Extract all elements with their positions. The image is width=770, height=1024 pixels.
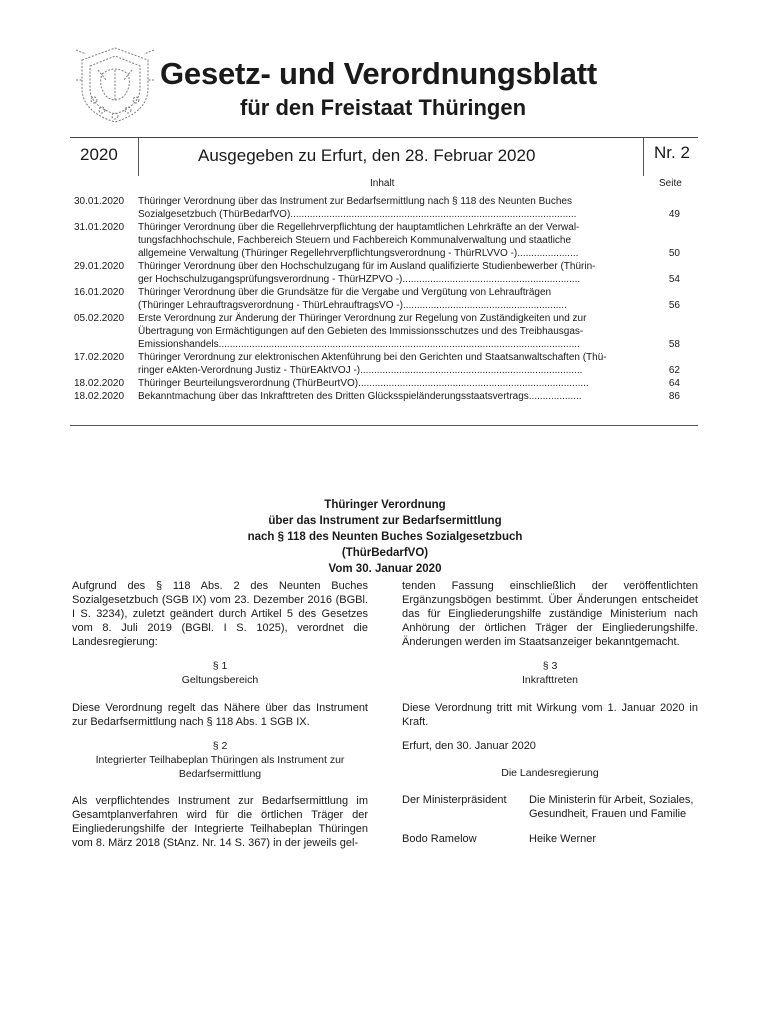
toc-entry-line: Sozialgesetzbuch (ThürBedarfVO)....................................................................................................... — [138, 209, 577, 220]
toc-entry[interactable] — [70, 390, 698, 403]
signature-block — [402, 739, 698, 780]
toc-entry-date: 31.01.2020 — [74, 222, 125, 233]
section-text: Diese Verordnung tritt mit Wirkung vom 1. Januar 2020 in Kraft. — [402, 702, 698, 728]
publication-title: Gesetz- und Verordnungsblatt — [160, 56, 598, 91]
section-number: § 2 — [212, 740, 228, 752]
toc-entry[interactable] — [70, 377, 698, 390]
signatory-office-line: Gesundheit, Frauen und Familie — [529, 808, 687, 820]
toc-entry-page: 54 — [668, 274, 680, 285]
ordinance-title-line: über das Instrument zur Bedarfsermittlung — [268, 515, 502, 527]
toc-entry-date: 30.01.2020 — [74, 196, 125, 207]
ordinance-title-line: (ThürBedarfVO) — [341, 547, 429, 559]
toc-entry-line: Thüringer Verordnung über den Hochschulzugang für im Ausland qualifizierte Studienbewerber (Thürin- — [138, 261, 596, 272]
toc-entry-line: Erste Verordnung zur Änderung der Thüringer Verordnung zur Regelung von Zuständigkeiten und zur — [138, 313, 587, 324]
toc-entry-date: 05.02.2020 — [74, 313, 125, 324]
signatory-name: Bodo Ramelow — [402, 833, 477, 845]
toc-entry[interactable] — [70, 286, 698, 312]
toc-entry-line: (Thüringer Lehrauftragsverordnung - ThürLehrauftragsVO -)........................................................... — [138, 300, 567, 311]
issue-year: 2020 — [80, 145, 118, 164]
toc-entry[interactable] — [70, 260, 698, 286]
section-divider — [70, 425, 698, 426]
toc-entry-line: Thüringer Verordnung über das Instrument zur Bedarfsermittlung nach § 118 des Neunten Buches — [138, 196, 572, 207]
government-label: Die Landesregierung — [501, 767, 599, 779]
section-2 — [72, 739, 368, 850]
toc-entry-date: 18.02.2020 — [74, 391, 125, 402]
preamble-text: Aufgrund des § 118 Abs. 2 des Neunten Buches Sozialgesetzbuch (SGB IX) vom 23. Dezember 2016 (BGBl. I S. 3234), zuletzt geändert durch Artikel 5 des Gesetzes vom 8. Juli 2019 (BGBl. I S. 1025), verordnet die Landesregierung: — [72, 580, 368, 648]
toc-entry-page: 86 — [668, 391, 680, 402]
toc-entry-page: 62 — [668, 365, 680, 376]
toc-heading: Inhalt — [370, 178, 395, 189]
toc-entry-date: 16.01.2020 — [74, 287, 125, 298]
toc-entry-line: Emissionshandels.................................................................................................................................. — [138, 339, 580, 350]
preamble — [72, 579, 368, 649]
section-1 — [72, 659, 368, 729]
section-title: Bedarfsermittlung — [178, 768, 262, 780]
section-title: Geltungsbereich — [181, 674, 259, 686]
signatory-name: Heike Werner — [529, 833, 597, 845]
signatory-office — [529, 793, 693, 821]
toc-entry-line: Bekanntmachung über das Inkrafttreten des Dritten Glücksspieländerungsstaatsvertrags................... — [138, 391, 582, 402]
place-date: Erfurt, den 30. Januar 2020 — [402, 740, 536, 752]
ordinance-title-line: Thüringer Verordnung — [324, 499, 446, 511]
toc-entry-page: 58 — [668, 339, 680, 350]
toc-entry-line: tungsfachhochschule, Fachbereich Steuern und Fachbereich Kommunalverwaltung und staatliche — [138, 235, 572, 246]
toc-entry-date: 18.02.2020 — [74, 378, 125, 389]
toc-entry-page: 49 — [668, 209, 680, 220]
toc-entry-page: 50 — [668, 248, 680, 259]
toc-entry-date: 29.01.2020 — [74, 261, 125, 272]
toc-entry-line: Übertragung von Ermächtigungen auf den Gebieten des Immissionsschutzes und des Treibhausgas- — [138, 326, 584, 337]
section-text: Diese Verordnung regelt das Nähere über das Instrument zur Bedarfsermittlung nach § 118 Abs. 1 SGB IX. — [72, 702, 368, 728]
section-number: § 3 — [542, 660, 558, 672]
toc-entry-date: 17.02.2020 — [74, 352, 125, 363]
signatory-office-line: Die Ministerin für Arbeit, Soziales, — [529, 794, 694, 806]
toc-entry-line: Thüringer Verordnung zur elektronischen Aktenführung bei den Gerichten und Staatsanwaltschaften (Thü- — [138, 352, 607, 363]
toc-entry[interactable] — [70, 221, 698, 260]
coat-of-arms-icon — [72, 40, 158, 126]
toc-entry-line: ringer eAkten-Verordnung Justiz - ThürEAktVOJ -)................................................................................ — [138, 365, 583, 376]
section-text: Als verpflichtendes Instrument zur Bedarfsermittlung im Gesamtplanverfahren wird für die örtlichen Träger der Eingliederungshilfe der Integrierte Teilhabeplan Thüringen vom 8. März 2018 (StAnz. Nr. 14 S. 367) in der jeweils gel- — [72, 795, 368, 849]
toc-entry-line: Thüringer Verordnung über die Grundsätze für die Vergabe und Vergütung von Lehraufträgen — [138, 287, 552, 298]
issue-number: Nr. 2 — [654, 143, 690, 162]
section-title: Integrierter Teilhabeplan Thüringen als Instrument zur — [95, 754, 345, 766]
issue-divider — [643, 138, 644, 176]
toc-entry-page: 56 — [668, 300, 680, 311]
toc-entry-line: Thüringer Beurteilungsverordnung (ThürBeurtVO)................................................................................... — [138, 378, 589, 389]
section-3 — [402, 659, 698, 729]
signatory-office: Der Ministerpräsident — [402, 794, 507, 806]
toc-entry[interactable] — [70, 195, 698, 221]
table-of-contents — [70, 195, 698, 403]
publication-subtitle: für den Freistaat Thüringen — [240, 95, 527, 120]
toc-entry[interactable] — [70, 312, 698, 351]
toc-entry[interactable] — [70, 351, 698, 377]
toc-entry-line: Thüringer Verordnung über die Regellehrverpflichtung der hauptamtlichen Lehrkräfte an der Verwal- — [138, 222, 580, 233]
ordinance-title-line: nach § 118 des Neunten Buches Sozialgesetzbuch — [247, 531, 523, 543]
toc-entry-page: 64 — [668, 378, 680, 389]
issue-bar — [70, 137, 698, 176]
continuation — [402, 579, 698, 649]
continuation-text: tenden Fassung einschließlich der veröffentlichten Ergänzungsbögen bestimmt. Über Änderungen entscheidet das für Eingliederungshilfe zuständige Ministerium nach Anhörung der örtlichen Träger der Eingliederungshilfe. Änderungen werden im Staatsanzeiger bekanntgemacht. — [402, 580, 698, 648]
toc-entry-line: allgemeine Verwaltung (Thüringer Regellehrverpflichtungsverordnung - ThürRLVVO -)...................... — [138, 248, 579, 259]
section-number: § 1 — [212, 660, 228, 672]
ordinance-title — [170, 497, 600, 577]
issue-date: Ausgegeben zu Erfurt, den 28. Februar 2020 — [198, 146, 536, 165]
section-title: Inkrafttreten — [521, 674, 579, 686]
toc-entry-line: ger Hochschulzugangsprüfungsverordnung - ThürHZPVO -)................................................................ — [138, 274, 581, 285]
toc-page-heading: Seite — [659, 178, 682, 189]
ordinance-date: Vom 30. Januar 2020 — [328, 563, 442, 575]
issue-divider — [138, 138, 139, 176]
